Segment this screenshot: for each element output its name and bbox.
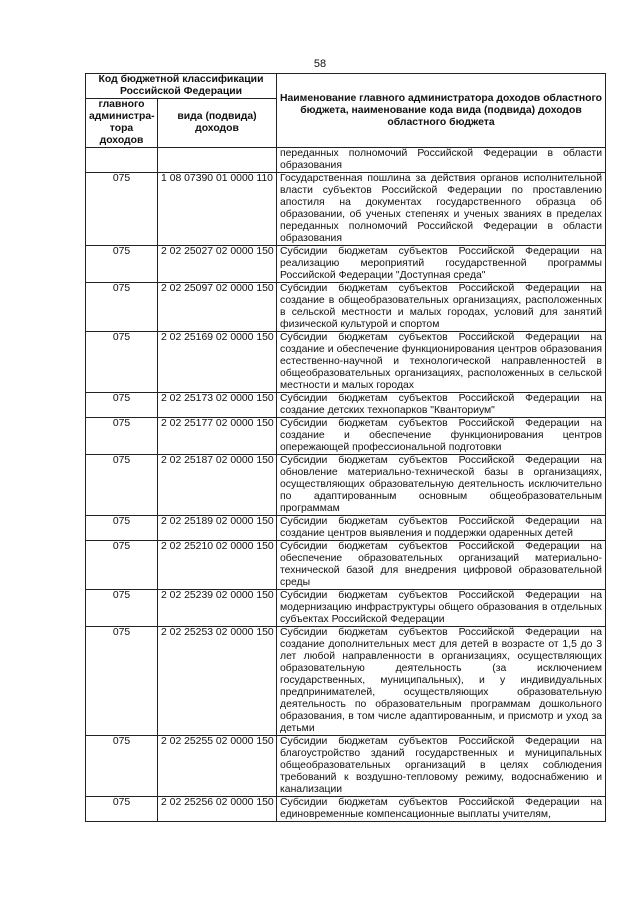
admin-code-cell: 075 bbox=[86, 590, 158, 627]
revenue-name-cell: Субсидии бюджетам субъектов Российской Федерации на создание в общеобразовательных организациях, расположенных в сельской местности и малых городах, условий для занятий физической культурой и спортом bbox=[277, 283, 606, 332]
revenue-name-cell: Субсидии бюджетам субъектов Российской Федерации на создание детских технопарков "Кванториум" bbox=[277, 393, 606, 418]
revenue-code-cell: 2 02 25256 02 0000 150 bbox=[158, 797, 277, 822]
revenue-code-cell: 2 02 25239 02 0000 150 bbox=[158, 590, 277, 627]
table-row bbox=[86, 283, 606, 332]
table-row bbox=[86, 797, 606, 822]
table-row bbox=[86, 332, 606, 393]
revenue-name-cell: Субсидии бюджетам субъектов Российской Федерации на обновление материально-технической базы в организациях, осуществляющих образовательную деятельность исключительно по адаптированным основным общеобразовательным программам bbox=[277, 455, 606, 516]
revenue-name-cell: Субсидии бюджетам субъектов Российской Федерации на модернизацию инфраструктуры общего образования в отдельных субъектах Российской Федерации bbox=[277, 590, 606, 627]
name-column-header: Наименование главного администратора доходов областного бюджета, наименование кода вида (подвида) доходов областного бюджета bbox=[277, 74, 606, 148]
revenue-name-cell: Субсидии бюджетам субъектов Российской Федерации на создание и обеспечение функционирования центров образования естественно-научной и технологической направленностей в общеобразовательных организациях, расположенных в сельской местности и малых городах bbox=[277, 332, 606, 393]
admin-code-cell: 075 bbox=[86, 627, 158, 736]
revenue-name-cell: Субсидии бюджетам субъектов Российской Федерации на создание дополнительных мест для детей в возрасте от 1,5 до 3 лет любой направленности в организациях, осуществляющих образовательную деятельность (за исключением государственных, муниципальных), и у индивидуальных предпринимателей, осуществляющих образовательную деятельность по образовательным программам дошкольного образования, в том числе адаптированным, и присмотр и уход за детьми bbox=[277, 627, 606, 736]
revenue-name-cell: Субсидии бюджетам субъектов Российской Федерации на реализацию мероприятий государственной программы Российской Федерации "Доступная среда" bbox=[277, 246, 606, 283]
revenue-code-cell: 2 02 25189 02 0000 150 bbox=[158, 516, 277, 541]
admin-column-header: главного администра-тора доходов bbox=[86, 99, 158, 148]
revenue-name-cell: Субсидии бюджетам субъектов Российской Федерации на единовременные компенсационные выплаты учителям, bbox=[277, 797, 606, 822]
revenue-code-cell: 2 02 25027 02 0000 150 bbox=[158, 246, 277, 283]
kind-column-header: вида (подвида) доходов bbox=[158, 99, 277, 148]
revenue-name-cell: переданных полномочий Российской Федерации в области образования bbox=[277, 148, 606, 173]
table-row bbox=[86, 516, 606, 541]
revenue-code-cell: 2 02 25210 02 0000 150 bbox=[158, 541, 277, 590]
table-row bbox=[86, 418, 606, 455]
revenue-code-cell bbox=[158, 148, 277, 173]
table-row bbox=[86, 627, 606, 736]
admin-code-cell: 075 bbox=[86, 455, 158, 516]
revenue-name-cell: Субсидии бюджетам субъектов Российской Федерации на благоустройство зданий государственных и муниципальных общеобразовательных организаций в целях соблюдения требований к воздушно-тепловому режиму, водоснабжению и канализации bbox=[277, 736, 606, 797]
table-header bbox=[86, 74, 606, 148]
admin-code-cell: 075 bbox=[86, 516, 158, 541]
admin-code-cell: 075 bbox=[86, 736, 158, 797]
admin-code-cell: 075 bbox=[86, 797, 158, 822]
revenue-code-cell: 2 02 25255 02 0000 150 bbox=[158, 736, 277, 797]
revenue-code-cell: 2 02 25173 02 0000 150 bbox=[158, 393, 277, 418]
admin-code-cell bbox=[86, 148, 158, 173]
revenue-code-cell: 2 02 25169 02 0000 150 bbox=[158, 332, 277, 393]
revenue-code-cell: 2 02 25253 02 0000 150 bbox=[158, 627, 277, 736]
admin-code-cell: 075 bbox=[86, 541, 158, 590]
table-row bbox=[86, 393, 606, 418]
table-row bbox=[86, 246, 606, 283]
revenue-code-cell: 2 02 25187 02 0000 150 bbox=[158, 455, 277, 516]
admin-code-cell: 075 bbox=[86, 393, 158, 418]
table-row bbox=[86, 736, 606, 797]
revenue-code-cell: 2 02 25177 02 0000 150 bbox=[158, 418, 277, 455]
table-body bbox=[86, 148, 606, 822]
table-row bbox=[86, 541, 606, 590]
revenue-code-cell: 1 08 07390 01 0000 110 bbox=[158, 173, 277, 246]
revenue-name-cell: Государственная пошлина за действия органов исполнительной власти субъектов Российской Федерации по проставлению апостиля на документах государственного образца об образовании, об ученых степенях и ученых званиях в пределах переданных полномочий Российской Федерации в области образования bbox=[277, 173, 606, 246]
kbk-group-header: Код бюджетной классификации Российской Федерации bbox=[86, 74, 277, 99]
revenue-code-cell: 2 02 25097 02 0000 150 bbox=[158, 283, 277, 332]
table-row bbox=[86, 173, 606, 246]
table-row bbox=[86, 148, 606, 173]
table-row bbox=[86, 455, 606, 516]
admin-code-cell: 075 bbox=[86, 418, 158, 455]
admin-code-cell: 075 bbox=[86, 332, 158, 393]
table-row bbox=[86, 590, 606, 627]
revenue-name-cell: Субсидии бюджетам субъектов Российской Федерации на обеспечение образовательных организаций материально-технической базой для внедрения цифровой образовательной среды bbox=[277, 541, 606, 590]
revenue-codes-table bbox=[85, 73, 606, 822]
page-number: 58 bbox=[313, 58, 327, 70]
admin-code-cell: 075 bbox=[86, 283, 158, 332]
revenue-name-cell: Субсидии бюджетам субъектов Российской Федерации на создание центров выявления и поддержки одаренных детей bbox=[277, 516, 606, 541]
admin-code-cell: 075 bbox=[86, 246, 158, 283]
revenue-name-cell: Субсидии бюджетам субъектов Российской Федерации на создание и обеспечение функционирования центров опережающей профессиональной подготовки bbox=[277, 418, 606, 455]
admin-code-cell: 075 bbox=[86, 173, 158, 246]
